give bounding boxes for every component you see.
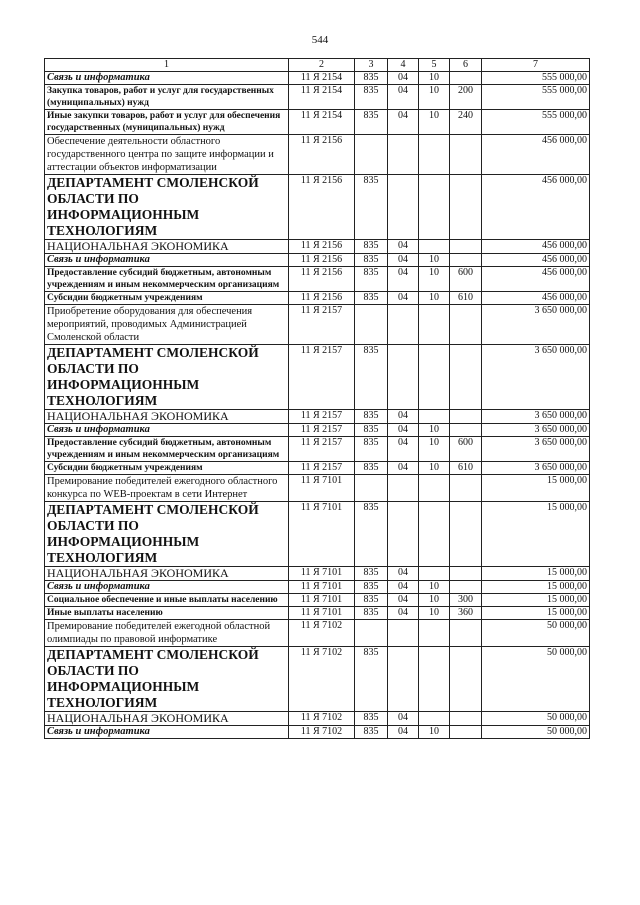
table-row — [45, 345, 590, 410]
section-code — [388, 135, 419, 175]
section-code — [388, 175, 419, 240]
table-row — [45, 254, 590, 267]
section-code: 04 — [388, 410, 419, 424]
expense-type-code — [450, 72, 482, 85]
column-header-1: 1 — [45, 59, 289, 72]
expense-type-code — [450, 712, 482, 726]
row-name: ДЕПАРТАМЕНТ СМОЛЕНСКОЙ ОБЛАСТИ ПО ИНФОРМАЦИОННЫМ ТЕХНОЛОГИЯМ — [45, 345, 289, 410]
row-name: Иные выплаты населению — [45, 607, 289, 620]
section-code: 04 — [388, 462, 419, 475]
expense-type-code — [450, 567, 482, 581]
table-row — [45, 581, 590, 594]
subsection-code — [419, 410, 450, 424]
department-code: 835 — [355, 462, 388, 475]
section-code: 04 — [388, 712, 419, 726]
section-code: 04 — [388, 424, 419, 437]
table-row — [45, 475, 590, 502]
amount: 456 000,00 — [482, 175, 590, 240]
department-code: 835 — [355, 647, 388, 712]
expense-type-code: 360 — [450, 607, 482, 620]
amount: 50 000,00 — [482, 726, 590, 739]
column-header-3: 3 — [355, 59, 388, 72]
column-header-2: 2 — [289, 59, 355, 72]
amount: 3 650 000,00 — [482, 305, 590, 345]
row-name: Субсидии бюджетным учреждениям — [45, 462, 289, 475]
amount: 456 000,00 — [482, 240, 590, 254]
expense-type-code — [450, 620, 482, 647]
expense-type-code: 600 — [450, 437, 482, 462]
target-code: 11 Я 2157 — [289, 410, 355, 424]
row-name: НАЦИОНАЛЬНАЯ ЭКОНОМИКА — [45, 567, 289, 581]
table-row — [45, 607, 590, 620]
amount: 50 000,00 — [482, 620, 590, 647]
column-header-7: 7 — [482, 59, 590, 72]
target-code: 11 Я 2156 — [289, 175, 355, 240]
subsection-code: 10 — [419, 267, 450, 292]
department-code — [355, 620, 388, 647]
table-row — [45, 594, 590, 607]
table-row — [45, 110, 590, 135]
row-name: ДЕПАРТАМЕНТ СМОЛЕНСКОЙ ОБЛАСТИ ПО ИНФОРМАЦИОННЫМ ТЕХНОЛОГИЯМ — [45, 175, 289, 240]
section-code — [388, 620, 419, 647]
subsection-code: 10 — [419, 85, 450, 110]
expense-type-code: 200 — [450, 85, 482, 110]
expense-type-code: 610 — [450, 462, 482, 475]
table-row — [45, 424, 590, 437]
column-header-5: 5 — [419, 59, 450, 72]
section-code: 04 — [388, 594, 419, 607]
subsection-code: 10 — [419, 437, 450, 462]
department-code: 835 — [355, 594, 388, 607]
department-code: 835 — [355, 607, 388, 620]
expense-type-code — [450, 726, 482, 739]
row-name: Обеспечение деятельности областного государственного центра по защите информации и аттестации объектов информатизации — [45, 135, 289, 175]
section-code — [388, 345, 419, 410]
subsection-code: 10 — [419, 607, 450, 620]
amount: 555 000,00 — [482, 72, 590, 85]
row-name: Связь и информатика — [45, 254, 289, 267]
amount: 50 000,00 — [482, 647, 590, 712]
department-code: 835 — [355, 712, 388, 726]
row-name: Связь и информатика — [45, 424, 289, 437]
subsection-code: 10 — [419, 594, 450, 607]
section-code — [388, 475, 419, 502]
amount: 3 650 000,00 — [482, 437, 590, 462]
subsection-code: 10 — [419, 424, 450, 437]
row-name: НАЦИОНАЛЬНАЯ ЭКОНОМИКА — [45, 240, 289, 254]
target-code: 11 Я 7101 — [289, 567, 355, 581]
target-code: 11 Я 2156 — [289, 267, 355, 292]
page-number: 544 — [311, 34, 329, 46]
table-row — [45, 135, 590, 175]
expense-type-code — [450, 305, 482, 345]
section-code: 04 — [388, 292, 419, 305]
section-code: 04 — [388, 254, 419, 267]
amount: 456 000,00 — [482, 267, 590, 292]
row-name: ДЕПАРТАМЕНТ СМОЛЕНСКОЙ ОБЛАСТИ ПО ИНФОРМАЦИОННЫМ ТЕХНОЛОГИЯМ — [45, 502, 289, 567]
section-code: 04 — [388, 607, 419, 620]
table-row — [45, 712, 590, 726]
department-code: 835 — [355, 410, 388, 424]
department-code: 835 — [355, 437, 388, 462]
section-code — [388, 305, 419, 345]
amount: 15 000,00 — [482, 607, 590, 620]
row-name: НАЦИОНАЛЬНАЯ ЭКОНОМИКА — [45, 712, 289, 726]
section-code — [388, 502, 419, 567]
department-code: 835 — [355, 85, 388, 110]
expense-type-code — [450, 240, 482, 254]
subsection-code — [419, 305, 450, 345]
header-row — [45, 59, 590, 72]
amount: 15 000,00 — [482, 502, 590, 567]
table-row — [45, 726, 590, 739]
amount: 50 000,00 — [482, 712, 590, 726]
subsection-code: 10 — [419, 581, 450, 594]
target-code: 11 Я 2154 — [289, 72, 355, 85]
department-code: 835 — [355, 175, 388, 240]
row-name: Связь и информатика — [45, 581, 289, 594]
table-row — [45, 85, 590, 110]
section-code: 04 — [388, 110, 419, 135]
subsection-code: 10 — [419, 254, 450, 267]
expense-type-code — [450, 475, 482, 502]
expense-type-code — [450, 175, 482, 240]
section-code: 04 — [388, 567, 419, 581]
expense-type-code: 600 — [450, 267, 482, 292]
table-row — [45, 647, 590, 712]
table-row — [45, 462, 590, 475]
target-code: 11 Я 2156 — [289, 135, 355, 175]
amount: 3 650 000,00 — [482, 345, 590, 410]
amount: 15 000,00 — [482, 567, 590, 581]
subsection-code — [419, 647, 450, 712]
table-row — [45, 72, 590, 85]
section-code: 04 — [388, 240, 419, 254]
department-code — [355, 135, 388, 175]
target-code: 11 Я 2154 — [289, 110, 355, 135]
subsection-code — [419, 475, 450, 502]
amount: 456 000,00 — [482, 292, 590, 305]
row-name: Премирование победителей ежегодной областной олимпиады по правовой информатике — [45, 620, 289, 647]
table-row — [45, 175, 590, 240]
department-code: 835 — [355, 567, 388, 581]
section-code — [388, 647, 419, 712]
subsection-code — [419, 135, 450, 175]
target-code: 11 Я 2156 — [289, 292, 355, 305]
target-code: 11 Я 7101 — [289, 581, 355, 594]
department-code: 835 — [355, 345, 388, 410]
row-name: Иные закупки товаров, работ и услуг для обеспечения государственных (муниципальных) нужд — [45, 110, 289, 135]
amount: 456 000,00 — [482, 135, 590, 175]
amount: 15 000,00 — [482, 475, 590, 502]
section-code: 04 — [388, 267, 419, 292]
subsection-code — [419, 345, 450, 410]
amount: 456 000,00 — [482, 254, 590, 267]
target-code: 11 Я 7101 — [289, 475, 355, 502]
amount: 15 000,00 — [482, 594, 590, 607]
expense-type-code: 240 — [450, 110, 482, 135]
department-code: 835 — [355, 581, 388, 594]
department-code: 835 — [355, 72, 388, 85]
table-row — [45, 502, 590, 567]
department-code: 835 — [355, 726, 388, 739]
row-name: Предоставление субсидий бюджетным, автономным учреждениям и иным некоммерческим организациям — [45, 267, 289, 292]
table-row — [45, 292, 590, 305]
row-name: Закупка товаров, работ и услуг для государственных (муниципальных) нужд — [45, 85, 289, 110]
amount: 3 650 000,00 — [482, 462, 590, 475]
target-code: 11 Я 2156 — [289, 254, 355, 267]
target-code: 11 Я 7102 — [289, 620, 355, 647]
expense-type-code — [450, 424, 482, 437]
subsection-code: 10 — [419, 462, 450, 475]
target-code: 11 Я 7102 — [289, 712, 355, 726]
section-code: 04 — [388, 85, 419, 110]
target-code: 11 Я 7102 — [289, 726, 355, 739]
amount: 3 650 000,00 — [482, 410, 590, 424]
department-code: 835 — [355, 502, 388, 567]
expense-type-code: 300 — [450, 594, 482, 607]
table-body — [45, 72, 590, 739]
row-name: Премирование победителей ежегодного областного конкурса по WEB-проектам в сети Интернет — [45, 475, 289, 502]
target-code: 11 Я 2157 — [289, 462, 355, 475]
expense-type-code — [450, 410, 482, 424]
row-name: Предоставление субсидий бюджетным, автономным учреждениям и иным некоммерческим организациям — [45, 437, 289, 462]
table-row — [45, 305, 590, 345]
table-row — [45, 410, 590, 424]
column-header-6: 6 — [450, 59, 482, 72]
target-code: 11 Я 2157 — [289, 345, 355, 410]
expense-type-code — [450, 581, 482, 594]
subsection-code — [419, 240, 450, 254]
target-code: 11 Я 7101 — [289, 594, 355, 607]
department-code: 835 — [355, 424, 388, 437]
row-name: НАЦИОНАЛЬНАЯ ЭКОНОМИКА — [45, 410, 289, 424]
row-name: Субсидии бюджетным учреждениям — [45, 292, 289, 305]
target-code: 11 Я 7102 — [289, 647, 355, 712]
department-code — [355, 305, 388, 345]
subsection-code — [419, 620, 450, 647]
department-code: 835 — [355, 267, 388, 292]
section-code: 04 — [388, 726, 419, 739]
amount: 15 000,00 — [482, 581, 590, 594]
expense-type-code: 610 — [450, 292, 482, 305]
section-code: 04 — [388, 72, 419, 85]
row-name: Связь и информатика — [45, 72, 289, 85]
column-header-4: 4 — [388, 59, 419, 72]
subsection-code: 10 — [419, 292, 450, 305]
target-code: 11 Я 7101 — [289, 607, 355, 620]
department-code: 835 — [355, 292, 388, 305]
table-row — [45, 240, 590, 254]
section-code: 04 — [388, 581, 419, 594]
subsection-code: 10 — [419, 72, 450, 85]
target-code: 11 Я 2154 — [289, 85, 355, 110]
expense-type-code — [450, 647, 482, 712]
subsection-code: 10 — [419, 726, 450, 739]
amount: 555 000,00 — [482, 110, 590, 135]
expense-type-code — [450, 135, 482, 175]
section-code: 04 — [388, 437, 419, 462]
row-name: Связь и информатика — [45, 726, 289, 739]
subsection-code — [419, 712, 450, 726]
row-name: ДЕПАРТАМЕНТ СМОЛЕНСКОЙ ОБЛАСТИ ПО ИНФОРМАЦИОННЫМ ТЕХНОЛОГИЯМ — [45, 647, 289, 712]
expense-type-code — [450, 502, 482, 567]
subsection-code — [419, 175, 450, 240]
expense-type-code — [450, 254, 482, 267]
subsection-code: 10 — [419, 110, 450, 135]
amount: 555 000,00 — [482, 85, 590, 110]
table-row — [45, 267, 590, 292]
department-code: 835 — [355, 110, 388, 135]
subsection-code — [419, 502, 450, 567]
budget-table — [44, 58, 590, 739]
expense-type-code — [450, 345, 482, 410]
table-row — [45, 437, 590, 462]
department-code — [355, 475, 388, 502]
table-header — [45, 59, 590, 72]
department-code: 835 — [355, 240, 388, 254]
target-code: 11 Я 2157 — [289, 437, 355, 462]
row-name: Приобретение оборудования для обеспечения мероприятий, проводимых Администрацией Смоленской области — [45, 305, 289, 345]
table-row — [45, 620, 590, 647]
amount: 3 650 000,00 — [482, 424, 590, 437]
department-code: 835 — [355, 254, 388, 267]
target-code: 11 Я 2157 — [289, 305, 355, 345]
row-name: Социальное обеспечение и иные выплаты населению — [45, 594, 289, 607]
table-row — [45, 567, 590, 581]
target-code: 11 Я 2157 — [289, 424, 355, 437]
subsection-code — [419, 567, 450, 581]
target-code: 11 Я 7101 — [289, 502, 355, 567]
target-code: 11 Я 2156 — [289, 240, 355, 254]
